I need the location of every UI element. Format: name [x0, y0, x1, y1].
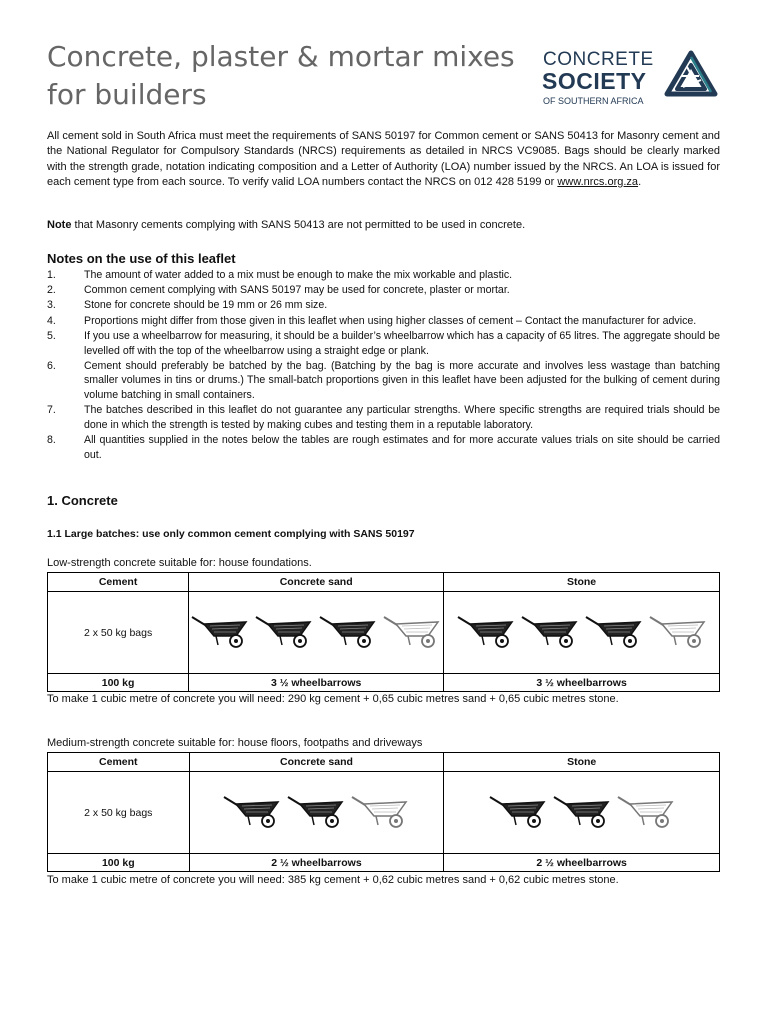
title-line-2: for builders — [47, 78, 207, 111]
sand-wheelbarrows-cell — [189, 592, 444, 674]
notes-list — [47, 268, 720, 463]
table-1-note: To make 1 cubic metre of concrete you will need: 290 kg cement + 0,65 cubic metres sand + 0,65 cubic metres stone. — [47, 693, 619, 705]
table-2-note: To make 1 cubic metre of concrete you will need: 385 kg cement + 0,62 cubic metres sand + 0,62 cubic metres stone. — [47, 874, 619, 886]
note-item — [47, 433, 720, 462]
wheelbarrow-icon — [222, 794, 282, 831]
section-1-heading: 1. Concrete — [47, 493, 118, 508]
half-wheelbarrow-icon — [350, 794, 410, 831]
note-number: 3. — [47, 299, 56, 312]
half-wheelbarrow-icon — [382, 614, 442, 651]
footer-cement: 100 kg — [48, 674, 189, 692]
note-text: If you use a wheelbarrow for measuring, it should be a builder’s wheelbarrow which has a capacity of 65 litres. The aggregate should be levelled off with the top of the wheelbarrow using a straight edge or plank. — [84, 329, 720, 357]
low-strength-mix-table — [47, 572, 720, 692]
logo-line-2: SOCIETY — [542, 68, 647, 94]
note-paragraph — [47, 218, 720, 233]
sand-wheelbarrow-icons — [189, 614, 443, 651]
footer-stone: 3 ½ wheelbarrows — [444, 674, 720, 692]
header-stone: Stone — [444, 573, 720, 592]
half-wheelbarrow-icon — [648, 614, 708, 651]
wheelbarrow-icon — [254, 614, 314, 651]
intro-end: . — [638, 175, 642, 188]
header-concrete-sand: Concrete sand — [189, 573, 444, 592]
note-text: The amount of water added to a mix must be enough to make the mix workable and plastic. — [84, 269, 513, 281]
logo-line-1: CONCRETE — [543, 49, 654, 70]
header-stone: Stone — [444, 753, 720, 772]
table-body-row — [48, 592, 720, 674]
wheelbarrow-icon — [318, 614, 378, 651]
header-concrete-sand: Concrete sand — [189, 753, 444, 772]
stone-wheelbarrows-cell — [444, 772, 720, 854]
table-body-row — [48, 772, 720, 854]
title-line-1: Concrete, plaster & mortar mixes — [47, 40, 515, 73]
intro-paragraph — [47, 129, 720, 190]
stone-wheelbarrow-icons — [444, 614, 719, 651]
page-title — [47, 38, 517, 114]
note-item — [47, 314, 720, 329]
cement-quantity: 2 x 50 kg bags — [48, 772, 190, 854]
wheelbarrow-icon — [584, 614, 644, 651]
wheelbarrow-icon — [190, 614, 250, 651]
stone-wheelbarrow-icons — [444, 794, 719, 831]
note-item — [47, 403, 720, 432]
wheelbarrow-icon — [488, 794, 548, 831]
footer-sand: 2 ½ wheelbarrows — [189, 854, 444, 872]
wheelbarrow-icon — [286, 794, 346, 831]
table-footer-row — [48, 854, 720, 872]
note-number: 4. — [47, 314, 56, 327]
table-footer-row — [48, 674, 720, 692]
table-2-caption: Medium-strength concrete suitable for: house floors, footpaths and driveways — [47, 737, 423, 749]
note-text: All quantities supplied in the notes below the tables are rough estimates and for more accurate values trials on site should be carried out. — [84, 434, 720, 461]
note-text: Stone for concrete should be 19 mm or 26 mm size. — [84, 299, 328, 312]
table-1-caption: Low-strength concrete suitable for: house foundations. — [47, 557, 312, 569]
note-item — [47, 298, 720, 313]
stone-wheelbarrows-cell — [444, 592, 720, 674]
intro-text: All cement sold in South Africa must meet the requirements of SANS 50197 for Common cement or SANS 50413 for Masonry cement and the National Regulator for Compulsory Standards (NRCS) requirements as detailed in NRCS VC9085. Bags should be clearly marked with the strength grade, notation indicating composition and a Letter of Authority (LOA) number issued by the NRCS. An LOA is issued for each cement type from each source. To verify valid LOA numbers contact the NRCS on 012 428 5199 or — [47, 130, 720, 188]
triangular-knot-logo-icon — [663, 49, 719, 99]
notes-heading: Notes on the use of this leaflet — [47, 251, 236, 266]
header-cement: Cement — [48, 753, 190, 772]
note-text: Proportions might differ from those given in this leaflet when using higher classes of cement – Contact the manufacturer for advice. — [84, 314, 697, 327]
note-text: that Masonry cements complying with SANS 50413 are not permitted to be used in concrete. — [71, 219, 526, 231]
note-number: 2. — [47, 284, 56, 297]
concrete-society-logo — [541, 47, 721, 109]
nrcs-link[interactable]: www.nrcs.org.za — [557, 175, 639, 188]
note-text: Cement should preferably be batched by the bag. (Batching by the bag is more accurate and involves less wastage than batching smaller volumes in tins or drums.) The small-batch proportions given in this leaflet have been adjusted for the bulking of cement during volume batching in small containers. — [84, 359, 720, 402]
footer-stone: 2 ½ wheelbarrows — [444, 854, 720, 872]
note-item — [47, 329, 720, 358]
table-header-row — [48, 753, 720, 772]
note-number: 8. — [47, 434, 56, 447]
footer-sand: 3 ½ wheelbarrows — [189, 674, 444, 692]
sand-wheelbarrows-cell — [189, 772, 444, 854]
note-text: The batches described in this leaflet do not guarantee any particular strengths. Where specific strengths are required trials should be done in which the strength is tested by making cubes and testing them in a reputable laboratory. — [84, 404, 720, 432]
section-1-1-subheading: 1.1 Large batches: use only common cement complying with SANS 50197 — [47, 528, 415, 540]
header-cement: Cement — [48, 573, 189, 592]
logo-line-3: OF SOUTHERN AFRICA — [543, 96, 644, 106]
note-number: 7. — [47, 404, 56, 417]
wheelbarrow-icon — [552, 794, 612, 831]
medium-strength-mix-table — [47, 752, 720, 872]
half-wheelbarrow-icon — [616, 794, 676, 831]
note-number: 6. — [47, 359, 56, 372]
table-header-row — [48, 573, 720, 592]
cement-quantity: 2 x 50 kg bags — [48, 592, 189, 674]
sand-wheelbarrow-icons — [190, 794, 444, 831]
wheelbarrow-icon — [456, 614, 516, 651]
note-text: Common cement complying with SANS 50197 may be used for concrete, plaster or mortar. — [84, 284, 510, 297]
note-label: Note — [47, 219, 72, 231]
note-number: 1. — [47, 269, 56, 281]
note-item — [47, 359, 720, 403]
wheelbarrow-icon — [520, 614, 580, 651]
note-number: 5. — [47, 329, 56, 342]
note-item — [47, 283, 720, 298]
footer-cement: 100 kg — [48, 854, 190, 872]
note-item — [47, 268, 720, 283]
